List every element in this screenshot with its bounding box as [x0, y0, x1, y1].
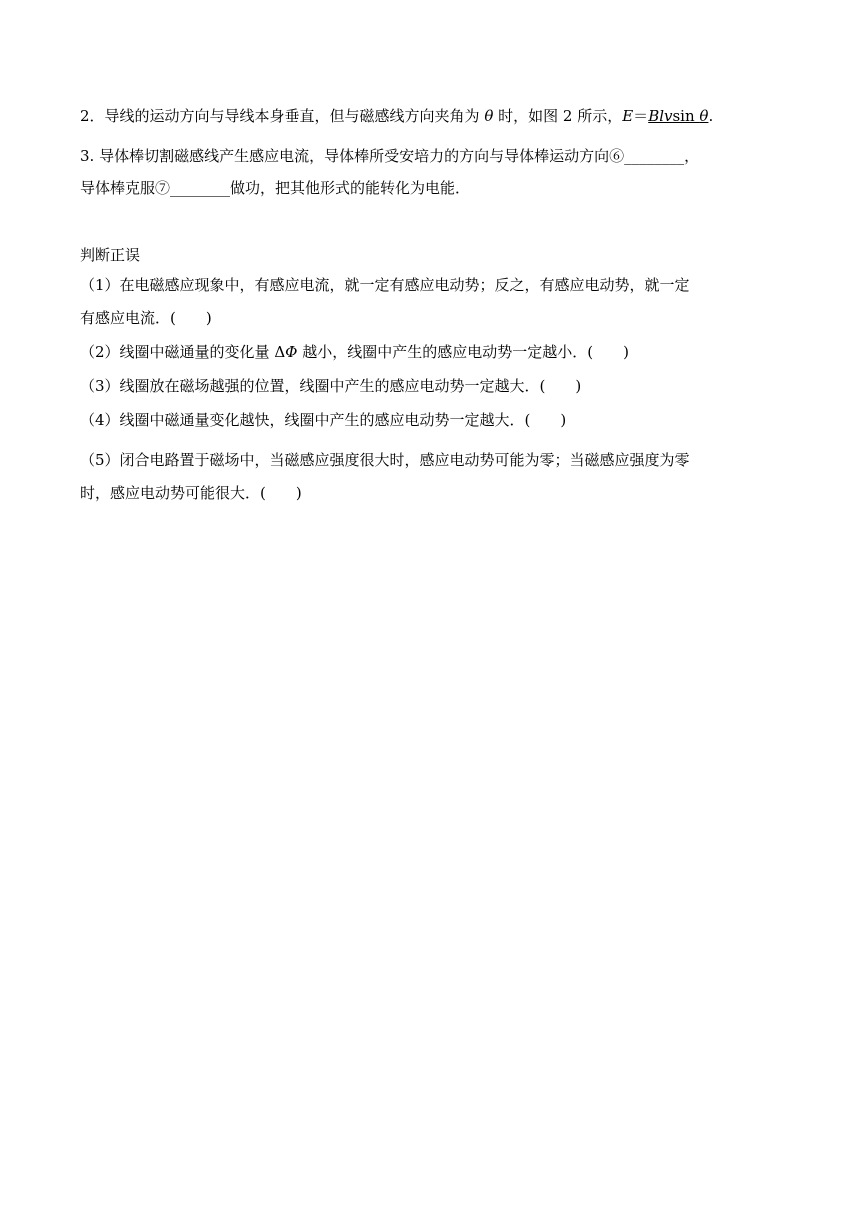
emf-formula [648, 107, 708, 125]
item-1-line-2: 有感应电流．( ) [80, 309, 212, 327]
item-2 [80, 342, 629, 362]
equals-sign: ＝ [633, 107, 649, 125]
theta-symbol: θ [484, 107, 494, 125]
item-3: （3）线圈放在磁场越强的位置，线圈中产生的感应电动势一定越大．( ) [80, 377, 582, 395]
point-2-end: . [708, 107, 714, 125]
item-1-line-1: （1）在电磁感应现象中，有感应电流，就一定有感应电动势；反之，有感应电动势，就一定 [80, 276, 690, 294]
point-2-text [80, 106, 713, 126]
point-2-middle: 时，如图 2 所示， [493, 107, 623, 125]
blv-term: Blv [648, 107, 673, 125]
theta-symbol-2: θ [699, 107, 709, 125]
item-5-line-1: （5）闭合电路置于磁场中，当磁感应强度很大时，感应电动势可能为零；当磁感应强度为零 [80, 451, 690, 469]
phi-symbol: Φ [285, 343, 298, 361]
point-3-line-2: 导体棒克服⑦________做功，把其他形式的能转化为电能． [80, 179, 471, 197]
item-2-post: 越小，线圈中产生的感应电动势一定越小．( ) [297, 343, 629, 361]
point-2-prefix: 2．导线的运动方向与导线本身垂直，但与磁感线方向夹角为 [80, 107, 485, 125]
item-2-pre: （2）线圈中磁通量的变化量 Δ [80, 343, 286, 361]
section-title: 判断正误 [80, 246, 141, 264]
emf-symbol: E [622, 107, 634, 125]
point-3-line-1: 3. 导体棒切割磁感线产生感应电流，导体棒所受安培力的方向与导体棒运动方向⑥________， [80, 147, 700, 165]
item-5-line-2: 时，感应电动势可能很大．( ) [80, 484, 302, 502]
item-4: （4）线圈中磁通量变化越快，线圈中产生的感应电动势一定越大．( ) [80, 411, 567, 429]
sin-term: sin [672, 107, 700, 125]
